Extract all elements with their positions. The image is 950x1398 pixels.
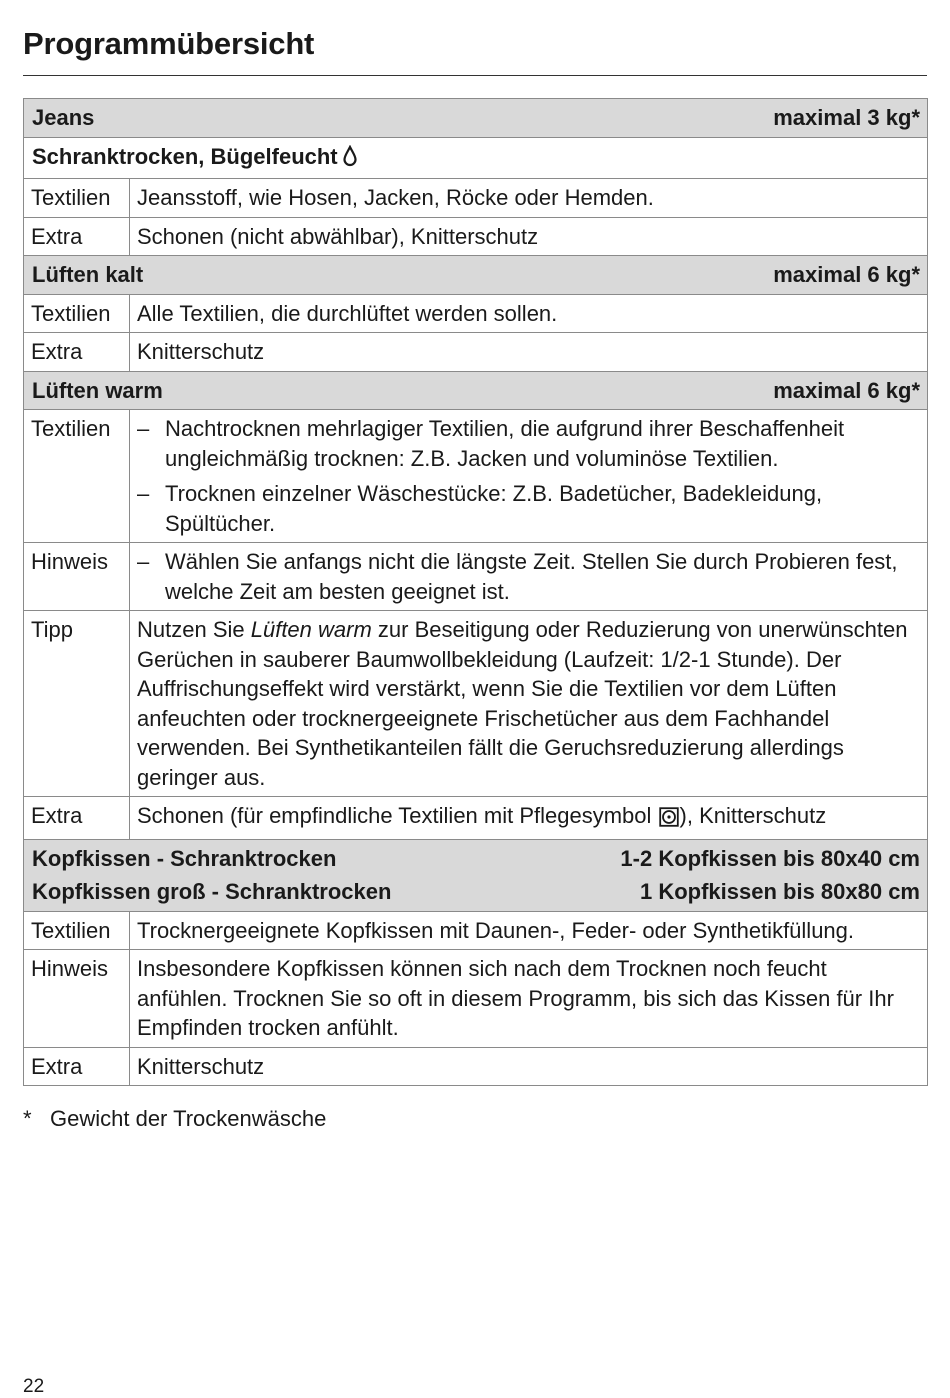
table-row (24, 179, 928, 218)
extra-text-pre: Schonen (für empfindliche Textilien mit Pflegesymbol (137, 803, 658, 828)
program-header-kopfkissen-gross (24, 873, 928, 911)
table-row (24, 797, 928, 840)
program-load: 1 Kopfkissen bis 80x80 cm (639, 879, 920, 904)
row-text: Insbesondere Kopfkissen können sich nach dem Trocknen noch feucht anfühlen. Trocknen Sie so oft in diesem Programm, bis sich das Kissen für Ihr Empfinden trocken anfühlt. (130, 950, 928, 1048)
footnote-text: Gewicht der Trockenwäsche (50, 1106, 327, 1131)
page-title: Programmübersicht (23, 26, 315, 61)
table-row (24, 217, 928, 256)
list-item (137, 414, 920, 473)
row-label: Hinweis (24, 950, 130, 1048)
row-text: Alle Textilien, die durchlüftet werden sollen. (130, 294, 928, 333)
table-row (24, 1047, 928, 1086)
table-row (24, 543, 928, 611)
table-row (24, 950, 928, 1048)
row-text: Knitterschutz (130, 1047, 928, 1086)
program-load: maximal 6 kg* (773, 377, 920, 403)
program-header-lueften-kalt (24, 256, 928, 295)
row-text (130, 611, 928, 797)
row-text: Knitterschutz (130, 333, 928, 372)
row-label: Extra (24, 1047, 130, 1086)
program-header-lueften-warm (24, 371, 928, 410)
list-item (137, 547, 920, 606)
program-name: Kopfkissen - Schranktrocken (32, 845, 337, 871)
program-name: Lüften kalt (32, 262, 144, 287)
row-text: Trocknergeeignete Kopfkissen mit Daunen-, Feder- oder Synthetikfüllung. (130, 911, 928, 950)
tipp-text-pre: Nutzen Sie (137, 617, 251, 642)
program-name: Jeans (32, 105, 95, 130)
row-label: Extra (24, 797, 130, 840)
table-row (24, 294, 928, 333)
program-header-jeans (24, 99, 928, 138)
program-header-kopfkissen (24, 839, 928, 873)
footnote (23, 1106, 326, 1132)
row-label: Textilien (24, 911, 130, 950)
list-item-text: Nachtrocknen mehrlagiger Textilien, die aufgrund ihrer Beschaffenheit ungleichmäßig trocknen: Z.B. Jacken und voluminöse Textilien. (165, 416, 845, 471)
program-load: 1-2 Kopfkissen bis 80x40 cm (620, 845, 920, 871)
water-drop-icon (342, 145, 358, 175)
page-number: 22 (23, 1376, 45, 1397)
list-item-text: Trocknen einzelner Wäschestücke: Z.B. Badetücher, Badekleidung, Spültücher. (165, 481, 823, 536)
dash-bullet: – (137, 416, 150, 441)
table-row (24, 911, 928, 950)
dash-bullet: – (137, 549, 150, 574)
row-label: Extra (24, 217, 130, 256)
tipp-program-name: Lüften warm (250, 617, 372, 642)
extra-text-post: ), Knitterschutz (679, 803, 827, 828)
program-load: maximal 6 kg* (773, 262, 920, 287)
row-label: Tipp (24, 611, 130, 797)
row-label: Textilien (24, 294, 130, 333)
program-load: maximal 3 kg* (773, 105, 920, 130)
program-name: Kopfkissen groß - Schranktrocken (32, 879, 392, 904)
table-row (24, 611, 928, 797)
row-text (130, 797, 928, 840)
program-subheader-jeans (24, 137, 928, 179)
program-name: Lüften warm (32, 377, 163, 403)
row-label: Textilien (24, 179, 130, 218)
dash-bullet: – (137, 481, 150, 506)
tumble-dry-low-care-symbol-icon (659, 805, 679, 835)
row-text: Jeansstoff, wie Hosen, Jacken, Röcke oder Hemden. (130, 179, 928, 218)
program-table (23, 98, 928, 1086)
list-item-text: Wählen Sie anfangs nicht die längste Zeit. Stellen Sie durch Probieren fest, welche Zeit am besten geeignet ist. (165, 549, 898, 604)
row-text: Schonen (nicht abwählbar), Knitterschutz (130, 217, 928, 256)
program-subname: Schranktrocken, Bügelfeucht (32, 143, 338, 169)
title-divider (23, 75, 927, 76)
list-item (137, 479, 920, 538)
row-label: Textilien (24, 410, 130, 543)
tipp-text-post: zur Beseitigung oder Reduzierung von unerwünschten Gerüchen in sauberer Baumwollbekleidung (Laufzeit: 1/2-1 Stunde). Der Auffrischungseffekt wird verstärkt, wenn Sie die Textilien vor dem Lüften anfeuchten oder trocknergeeignete Frischetücher aus dem Fachhandel verwenden. Bei Synthetikanteilen fällt die Geruchsreduzierung allerdings geringer aus. (137, 617, 908, 790)
row-label: Hinweis (24, 543, 130, 611)
table-row (24, 410, 928, 543)
footnote-marker: * (23, 1106, 32, 1131)
row-label: Extra (24, 333, 130, 372)
table-row (24, 333, 928, 372)
